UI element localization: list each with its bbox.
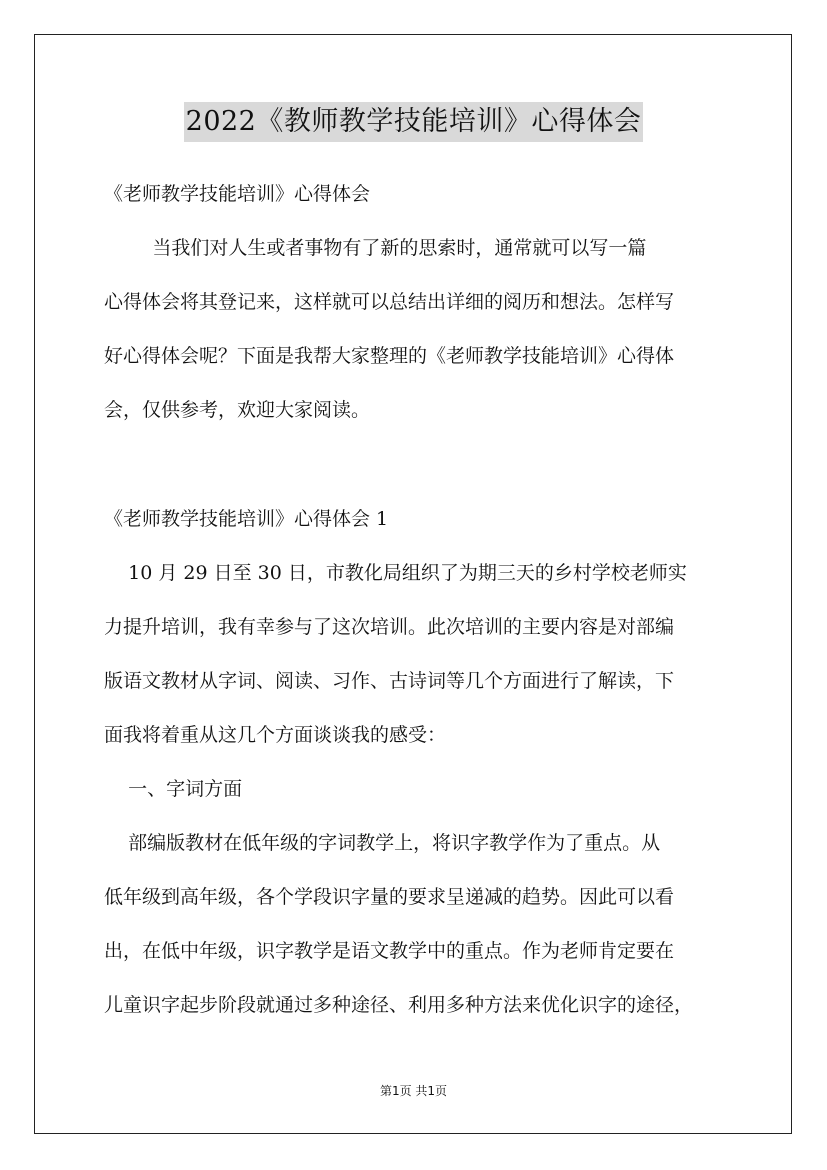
document-title: 2022《教师教学技能培训》心得体会 (184, 102, 644, 142)
body-line-8: 出，在低中年级，识字教学是语文教学中的重点。作为老师肯定要在 (104, 940, 675, 962)
subtitle: 《老师教学技能培训》心得体会 (104, 183, 371, 205)
body-line-3: 版语文教材从字词、阅读、习作、古诗词等几个方面进行了解读，下 (104, 670, 675, 692)
page-footer: 第1页 共1页 (379, 1084, 448, 1098)
intro-line-1: 当我们对人生或者事物有了新的思索时，通常就可以写一篇 (104, 237, 647, 259)
body-line-4: 面我将着重从这几个方面谈谈我的感受： (104, 724, 447, 746)
section-heading: 《老师教学技能培训》心得体会 1 (104, 508, 389, 530)
body-line-1: 10 月 29 日至 30 日，市教化局组织了为期三天的乡村学校老师实 (104, 562, 687, 584)
body-line-6: 部编版教材在低年级的字词教学上，将识字教学作为了重点。从 (104, 832, 661, 854)
subsection-heading: 一、字词方面 (104, 778, 243, 800)
body-line-9: 儿童识字起步阶段就通过多种途径、利用多种方法来优化识字的途径， (104, 994, 694, 1016)
title-container (0, 102, 827, 142)
intro-line-4: 会，仅供参考，欢迎大家阅读。 (104, 399, 371, 421)
body-line-2: 力提升培训，我有幸参与了这次培训。此次培训的主要内容是对部编 (104, 616, 675, 638)
body-line-7: 低年级到高年级，各个学段识字量的要求呈递减的趋势。因此可以看 (104, 886, 675, 908)
intro-line-3: 好心得体会呢？下面是我帮大家整理的《老师教学技能培训》心得体 (104, 345, 675, 367)
intro-line-2: 心得体会将其登记来，这样就可以总结出详细的阅历和想法。怎样写 (104, 291, 675, 313)
